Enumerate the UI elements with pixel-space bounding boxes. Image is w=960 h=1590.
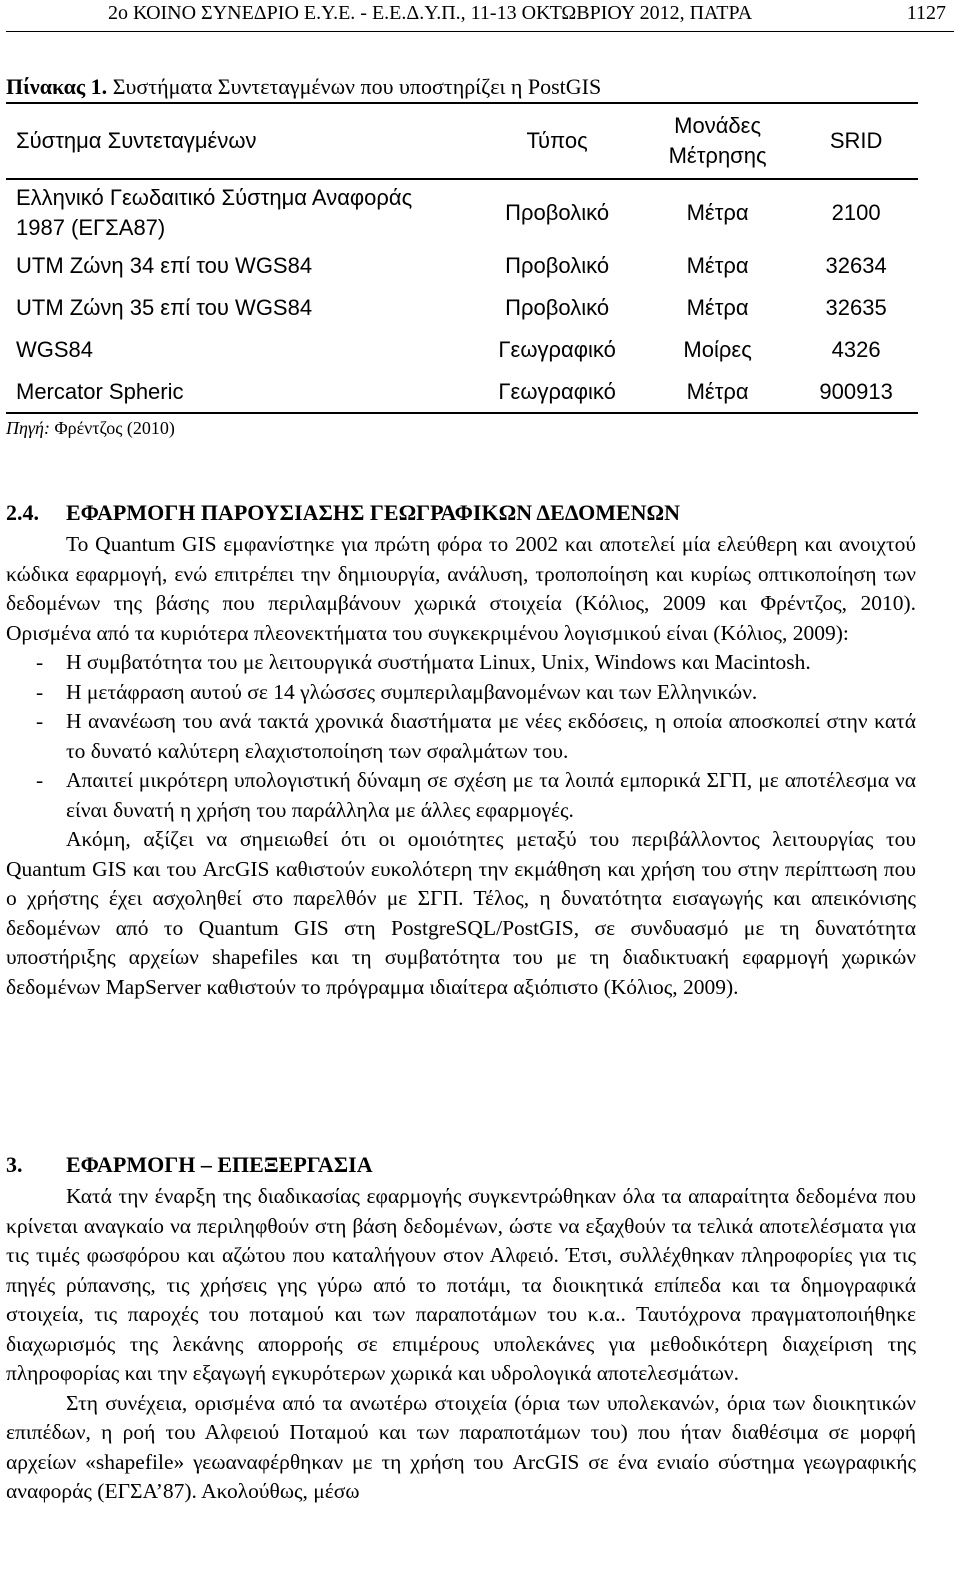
- paragraph: Ακόμη, αξίζει να σημειωθεί ότι οι ομοιότητες μεταξύ του περιβάλλοντος λειτουργίας του Quantum GIS και του ArcGIS καθιστούν ευκολότερη την εκμάθηση και χρήση του στην περίπτωση που ο χρήστης έχει ασχοληθεί στο παρελθόν με ΣΓΠ. Τέλος, η δυνατότητα εισαγωγής και απεικόνισης δεδομένων από το Quantum GIS στη PostgreSQL/PostGIS, σε συνδυασμό με τη δυνατότητα υποστήριξης αρχείων shapefiles και τη συμβατότητα του με τη διαδικτυακή εφαρμογή χωρικών δεδομένων MapServer καθιστούν το πρόγραμμα ιδιαίτερα αξιόπιστο (Κόλιος, 2009).: [6, 827, 916, 999]
- cell-units: Μέτρα: [686, 253, 749, 278]
- section-3-body: [6, 1182, 916, 1507]
- cell-system: WGS84: [16, 337, 94, 362]
- section-number: 3.: [6, 1152, 23, 1177]
- table-row: [6, 245, 918, 287]
- cell-units: Μέτρα: [686, 199, 749, 225]
- bullet-dash: -: [36, 679, 44, 704]
- source-label: Πηγή:: [6, 418, 50, 438]
- paragraph: Στη συνέχεια, ορισμένα από τα ανωτέρω στοιχεία (όρια των υπολεκανών, όρια των διοικητικών επιπέδων, η ροή του Αλφειού Ποταμού και των παραποτάμων του) που ήταν διαθέσιμα σε μορφή αρχείων «shapefile» γεωαναφέρθηκαν με τη χρήση του ArcGIS σε ένα ενιαίο σύστημα γεωγραφικής αναφοράς (ΕΓΣΑ’87). Ακολούθως, μέσω: [6, 1390, 916, 1503]
- cell-units: Μοίρες: [683, 337, 752, 362]
- cell-type: Γεωγραφικό: [498, 337, 616, 362]
- cell-system: UTM Ζώνη 34 επί του WGS84: [16, 253, 313, 278]
- list-item: [6, 648, 916, 678]
- list-item: [6, 766, 916, 825]
- list-item: [6, 678, 916, 708]
- table-row: [6, 329, 918, 371]
- table-caption-text: Συστήματα Συντεταγμένων που υποστηρίζει η PostGIS: [112, 74, 602, 99]
- running-header: [0, 0, 960, 30]
- cell-type: Γεωγραφικό: [498, 378, 616, 404]
- section-heading-2-4: [6, 500, 680, 526]
- cell-system: UTM Ζώνη 35 επί του WGS84: [16, 295, 313, 320]
- cell-srid: 2100: [831, 199, 881, 225]
- list-item-text: Η ανανέωση του ανά τακτά χρονικά διαστήματα με νέες εκδόσεις, η οποία αποσκοπεί στην κατά το δυνατό καλύτερη ελαχιστοποίηση των σφαλμάτων του.: [66, 709, 916, 763]
- header-units: Μονάδες Μέτρησης: [668, 113, 767, 168]
- section-heading-3: [6, 1152, 373, 1178]
- table-row: [6, 371, 918, 413]
- section-2-4-body: [6, 530, 916, 1002]
- cell-srid: 900913: [819, 378, 893, 404]
- cell-type: Προβολικό: [505, 295, 610, 320]
- source-text: Φρέντζος (2010): [49, 418, 175, 438]
- section-number: 2.4.: [6, 500, 39, 525]
- cell-srid: 4326: [831, 337, 881, 362]
- bullet-dash: -: [36, 650, 44, 674]
- section-title: ΕΦΑΡΜΟΓΗ – ΕΠΕΞΕΡΓΑΣΙΑ: [66, 1152, 373, 1177]
- cell-system: Mercator Spheric: [16, 378, 184, 404]
- coordinate-systems-table: [6, 102, 918, 414]
- cell-system: Ελληνικό Γεωδαιτικό Σύστημα Αναφοράς 1987 (ΕΓΣΑ87): [16, 184, 413, 240]
- header-srid: SRID: [829, 128, 883, 153]
- paragraph: Το Quantum GIS εμφανίστηκε για πρώτη φόρα το 2002 και αποτελεί μία ελεύθερη και ανοιχτού κώδικα εφαρμογή, ενώ επιτρέπει την δημιουργία, ανάλυση, τροποποίηση και κυρίως οπτικοποίηση των δεδομένων της βάσης που περιλαμβάνουν χωρικά στοιχεία (Κόλιος, 2009 και Φρέντζος, 2010). Ορισμένα από τα κυριότερα πλεονεκτήματα του συγκεκριμένου λογισμικού είναι (Κόλιος, 2009):: [6, 532, 916, 645]
- cell-units: Μέτρα: [686, 295, 749, 320]
- bullet-dash: -: [36, 768, 44, 792]
- table-caption-label: Πίνακας 1.: [6, 74, 108, 99]
- header-title: 2ο ΚΟΙΝΟ ΣΥΝΕΔΡΙΟ Ε.Υ.Ε. - Ε.Ε.Δ.Υ.Π., 11-13 ΟΚΤΩΒΡΙΟΥ 2012, ΠΑΤΡΑ: [108, 2, 753, 24]
- list-item-text: Η μετάφραση αυτού σε 14 γλώσσες συμπεριλαμβανομένων και των Ελληνικών.: [66, 679, 758, 704]
- table-header-row: [6, 103, 918, 179]
- cell-units: Μέτρα: [686, 378, 749, 404]
- bullet-dash: -: [36, 709, 44, 733]
- list-item-text: Η συμβατότητα του με λειτουργικά συστήματα Linux, Unix, Windows και Macintosh.: [66, 650, 811, 674]
- table-source: [6, 418, 175, 439]
- list-item: [6, 707, 916, 766]
- table-caption: [6, 74, 601, 100]
- cell-type: Προβολικό: [505, 253, 610, 278]
- header-type: Τύπος: [526, 128, 588, 153]
- table-row: [6, 179, 918, 245]
- header-rule: [6, 31, 954, 32]
- cell-srid: 32634: [825, 253, 887, 278]
- advantages-list: [6, 648, 916, 825]
- cell-type: Προβολικό: [505, 199, 610, 225]
- table-row: [6, 287, 918, 329]
- section-title: ΕΦΑΡΜΟΓΗ ΠΑΡΟΥΣΙΑΣΗΣ ΓΕΩΓΡΑΦΙΚΩΝ ΔΕΔΟΜΕΝΩΝ: [66, 500, 681, 525]
- list-item-text: Απαιτεί μικρότερη υπολογιστική δύναμη σε σχέση με τα λοιπά εμπορικά ΣΓΠ, με αποτέλεσμα να είναι δυνατή η χρήση του παράλληλα με άλλες εφαρμογές.: [66, 768, 916, 822]
- paragraph: Κατά την έναρξη της διαδικασίας εφαρμογής συγκεντρώθηκαν όλα τα απαραίτητα δεδομένα που κρίνεται αναγκαίο να περιληφθούν στη βάση δεδομένων, ώστε να εξαχθούν τα τελικά αποτελέσματα για τις τιμές φωσφόρου και αζώτου που καταλήγουν στον Αλφειό. Έτσι, συλλέχθηκαν πληροφορίες για τις πηγές ρύπανσης, τις χρήσεις γης γύρω από το ποτάμι, τα διοικητικά επίπεδα και τα δημογραφικά στοιχεία, τις παροχές του ποταμού και των παραποτάμων του κ.α.. Ταυτόχρονα πραγματοποιήθηκε διαχωρισμός της λεκάνης απορροής σε επιμέρους υπολεκάνες για μεθοδικότερη διαχείριση της πληροφορίας και την εξαγωγή εγκυρότερων χωρικά και υδρολογικά αποτελεσμάτων.: [6, 1184, 916, 1385]
- header-system: Σύστημα Συντεταγμένων: [16, 128, 257, 153]
- page-number: 1127: [906, 2, 946, 24]
- cell-srid: 32635: [825, 295, 887, 320]
